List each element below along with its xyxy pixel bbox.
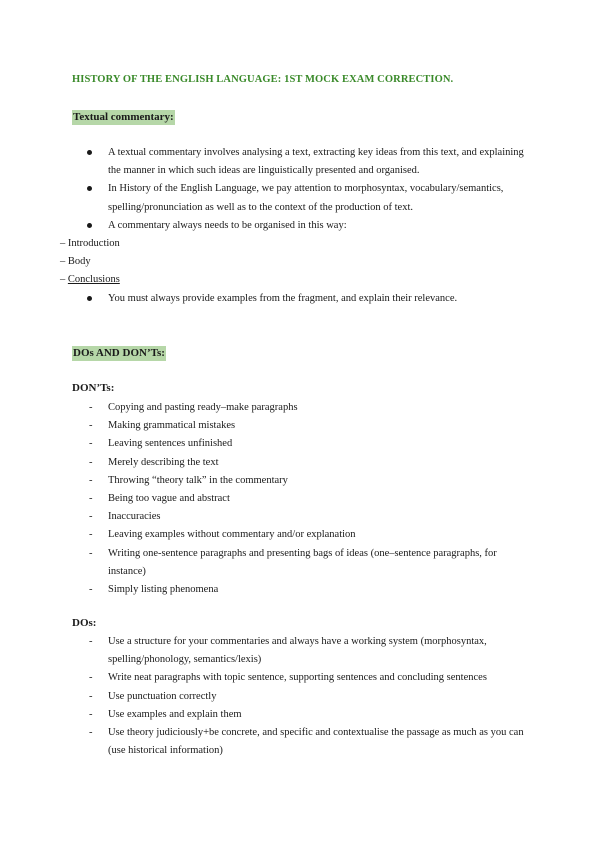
dash-marker: - [89,474,93,486]
dos-heading: DOs: [72,617,97,629]
dash-marker: - [89,511,93,523]
textual-commentary-section [60,144,532,308]
list-item-text: Throwing “theory talk” in the commentary [108,474,288,486]
bullet-text: You must always provide examples from the fragment, and explain their relevance. [108,292,458,304]
bullet-item [72,144,532,180]
conclusions-label: Conclusions [67,274,120,286]
dash-marker: - [89,402,93,413]
dash-marker: - [89,438,93,450]
list-item-text: Leaving sentences unfinished [108,438,233,450]
bullet-text: A commentary always needs to be organised in this way: [108,219,347,231]
dash-marker: - [89,420,93,432]
dash-marker: - [89,584,93,596]
list-item-text: Writing one-sentence paragraphs and presenting bags of ideas (one–sentence paragraphs, for instance) [108,547,497,577]
donts-list [72,399,532,599]
list-item-text: Merely describing the text [108,456,219,468]
list-item [72,724,532,760]
list-item-text: Leaving examples without commentary and/or explanation [108,529,356,541]
dash-marker: - [89,672,93,684]
list-item [72,706,532,724]
list-item [72,399,532,417]
list-item [72,526,532,544]
list-item-text: Inaccuracies [108,511,161,523]
list-item [72,417,532,435]
bullet-item [72,217,532,235]
list-item-text: Use examples and explain them [108,708,242,720]
list-item-text: Simply listing phenomena [108,584,219,596]
bullet-item [72,290,532,308]
dos-list [72,633,532,760]
dash-marker: - [89,529,93,541]
list-item-text: Use a structure for your commentaries and always have a working system (morphosyntax, spelling/phonology, semantics/lexis) [108,636,487,666]
structure-item-conclusions [60,271,532,289]
list-item [72,472,532,490]
list-item [72,545,532,581]
textual-commentary-heading: Textual commentary: [73,111,174,123]
bullet-dot-icon [87,223,92,228]
bullet-dot-icon [87,150,92,155]
dash-marker: - [89,708,93,720]
dash-marker: - [89,493,93,505]
list-item-text: Use punctuation correctly [108,690,217,702]
bullet-item [72,180,532,216]
dash-marker: - [89,636,93,647]
bullet-text: In History of the English Language, we pay attention to morphosyntax, vocabulary/semantics, spelling/pronunciation as well as to the context of the production of text. [108,183,504,213]
list-item [72,490,532,508]
dash-marker: - [89,547,93,559]
document-title: HISTORY OF THE ENGLISH LANGUAGE: 1ST MOCK EXAM CORRECTION. [72,74,454,85]
list-item-text: Use theory judiciously+be concrete, and specific and contextualise the passage as much as you can (use historical information) [108,727,524,757]
bullet-dot-icon [87,186,92,191]
list-item-text: Being too vague and abstract [108,493,230,505]
list-item-text: Making grammatical mistakes [108,420,236,432]
list-item [72,435,532,453]
list-item [72,581,532,599]
list-item [72,633,532,669]
list-item [72,508,532,526]
list-item [72,669,532,687]
dash-marker: - [89,456,93,468]
dash-marker: - [89,727,93,739]
structure-item-introduction: – Introduction [60,238,120,250]
donts-heading: DON’Ts: [72,382,115,394]
list-item [72,454,532,472]
dos-and-donts-heading: DOs AND DON’Ts: [73,347,165,359]
bullet-dot-icon [87,296,92,301]
bullet-text: A textual commentary involves analysing a text, extracting key ideas from this text, and explaining the manner in which such ideas are linguistically presented and organised. [108,147,524,177]
list-item [72,688,532,706]
dash-prefix: – [60,274,68,286]
list-item-text: Write neat paragraphs with topic sentence, supporting sentences and concluding sentences [108,672,487,684]
dash-marker: - [89,690,93,702]
structure-item-body: – Body [60,256,91,268]
list-item-text: Copying and pasting ready–make paragraphs [108,402,298,413]
